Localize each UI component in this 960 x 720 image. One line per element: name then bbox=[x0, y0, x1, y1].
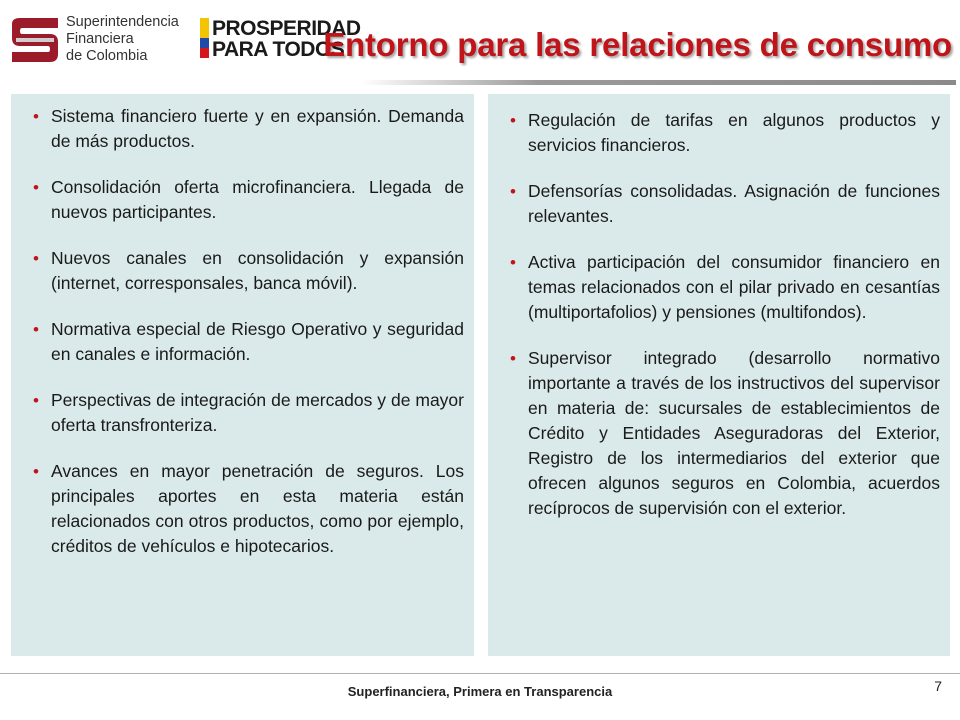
colombia-flag-icon bbox=[200, 18, 209, 58]
list-item bbox=[500, 108, 940, 158]
bullet-text: Perspectivas de integración de mercados y de mayor oferta transfronteriza. bbox=[51, 390, 464, 435]
superfinanciera-logo bbox=[6, 10, 178, 70]
superfinanciera-emblem-icon bbox=[6, 14, 64, 66]
sfc-logo-line1: Superintendencia bbox=[66, 14, 179, 30]
sfc-logo-line2: Financiera bbox=[66, 31, 134, 47]
bullet-icon: • bbox=[33, 462, 39, 481]
page-number: 7 bbox=[934, 678, 942, 694]
bullet-text: Sistema financiero fuerte y en expansión. Demanda de más productos. bbox=[51, 106, 464, 151]
bullet-icon: • bbox=[33, 107, 39, 126]
sfc-logo-line3: de Colombia bbox=[66, 48, 148, 64]
bullet-text: Normativa especial de Riesgo Operativo y seguridad en canales e información. bbox=[51, 319, 464, 364]
bullet-icon: • bbox=[33, 249, 39, 268]
bullet-icon: • bbox=[510, 349, 516, 368]
right-panel bbox=[488, 94, 950, 656]
bullet-text: Avances en mayor penetración de seguros. Los principales aportes en esta materia están relacionados con otros productos, como por ejemplo, créditos de vehículos e hipotecarios. bbox=[51, 461, 464, 556]
bullet-icon: • bbox=[33, 391, 39, 410]
header-divider bbox=[360, 80, 956, 85]
bullet-text: Regulación de tarifas en algunos productos y servicios financieros. bbox=[528, 110, 940, 155]
list-item bbox=[500, 346, 940, 521]
list-item bbox=[500, 179, 940, 229]
slide-title: Entorno para las relaciones de consumo bbox=[323, 26, 952, 63]
pp-logo-line1: PROSPERIDAD bbox=[212, 17, 361, 40]
bullet-text: Defensorías consolidadas. Asignación de funciones relevantes. bbox=[528, 181, 940, 226]
list-item bbox=[23, 175, 464, 225]
bullet-icon: • bbox=[33, 320, 39, 339]
bullet-icon: • bbox=[510, 182, 516, 201]
slide-header bbox=[0, 0, 960, 88]
footer-slogan: Superfinanciera, Primera en Transparencia bbox=[347, 684, 613, 699]
bullet-icon: • bbox=[33, 178, 39, 197]
bullet-text: Consolidación oferta microfinanciera. Llegada de nuevos participantes. bbox=[51, 177, 464, 222]
list-item bbox=[23, 388, 464, 438]
left-panel bbox=[11, 94, 474, 656]
list-item bbox=[23, 104, 464, 154]
bullet-text: Supervisor integrado (desarrollo normativo importante a través de los instructivos del supervisor en materia de: sucursales de establecimientos de Crédito y Entidades Aseguradoras del Exterior, Registro de los intermediarios del exterior que ofrecen algunos seguros en Colombia, acuerdos recíprocos de supervisión con el exterior. bbox=[528, 348, 940, 518]
bullet-text: Activa participación del consumidor financiero en temas relacionados con el pilar privado en cesantías (multiportafolios) y pensiones (multifondos). bbox=[528, 252, 940, 322]
pp-logo-line2: PARA TODOS bbox=[212, 38, 345, 61]
footer-divider bbox=[0, 673, 960, 674]
list-item bbox=[23, 459, 464, 559]
list-item bbox=[23, 317, 464, 367]
list-item bbox=[23, 246, 464, 296]
list-item bbox=[500, 250, 940, 325]
bullet-icon: • bbox=[510, 111, 516, 130]
bullet-icon: • bbox=[510, 253, 516, 272]
superfinanciera-wordmark bbox=[66, 14, 186, 65]
bullet-text: Nuevos canales en consolidación y expansión (internet, corresponsales, banca móvil). bbox=[51, 248, 464, 293]
